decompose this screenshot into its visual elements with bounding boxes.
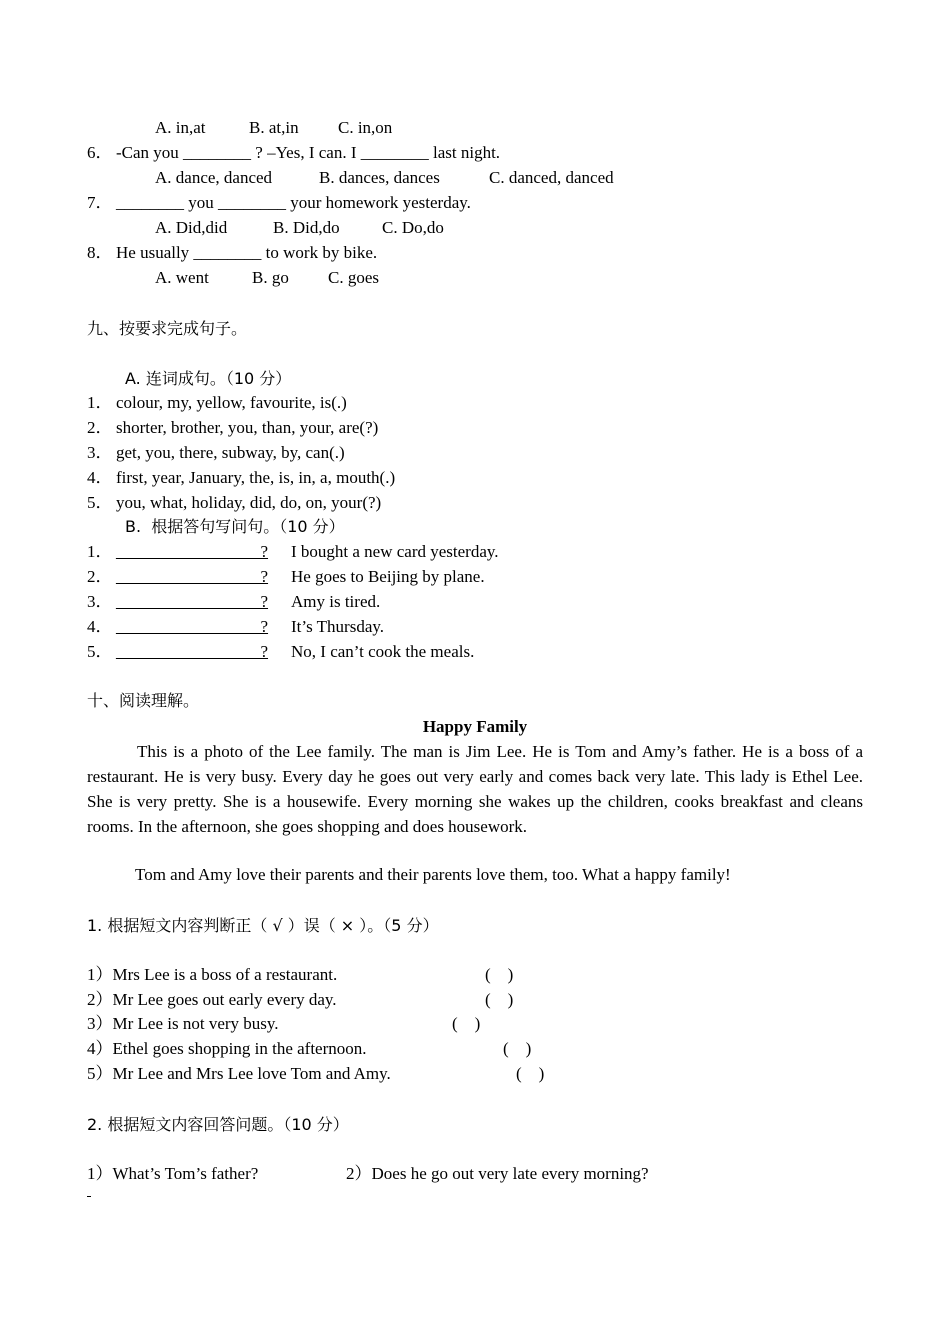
a-item-text: you, what, holiday, did, do, on, your(?) (116, 493, 382, 512)
b-item-answer: He goes to Beijing by plane. (291, 567, 485, 586)
a-item-number: 2． (87, 418, 113, 437)
q6-number: 6． (87, 143, 113, 162)
tf-item-text: 5）Mr Lee and Mrs Lee love Tom and Amy. (87, 1064, 391, 1083)
tf-answer-paren[interactable]: ( ) (485, 990, 514, 1009)
b-item-number: 2． (87, 567, 113, 586)
q5-option-c: C. in,on (338, 118, 393, 137)
b-item-blank[interactable]: _________________? (116, 642, 269, 661)
q8-option-b: B. go (252, 268, 289, 287)
answer-line-mark (87, 1196, 91, 1197)
task1-heading: 1. 根据短文内容判断正（ √ ）误（ × ）。（5 分） (87, 916, 439, 935)
passage-title: Happy Family (422, 717, 528, 736)
b-item-number: 5． (87, 642, 113, 661)
q8-option-a: A. went (155, 268, 209, 287)
b-item-blank[interactable]: _________________? (116, 567, 269, 586)
b-item-blank[interactable]: _________________? (116, 617, 269, 636)
tf-answer-paren[interactable]: ( ) (516, 1064, 545, 1083)
q6-text: -Can you ________ ? –Yes, I can. I ________ last night. (116, 143, 501, 162)
q5-option-a: A. in,at (155, 118, 206, 137)
a-item-text: get, you, there, subway, by, can(.) (116, 443, 345, 462)
b-item-number: 1． (87, 542, 113, 561)
tf-item-text: 1）Mrs Lee is a boss of a restaurant. (87, 965, 338, 984)
a-item-text: shorter, brother, you, than, your, are(?) (116, 418, 379, 437)
passage-paragraph-1: This is a photo of the Lee family. The man is Jim Lee. He is Tom and Amy’s father. He is a boss of a restaurant. He is very busy. Every day he goes out very early and comes back very late. This lady is Ethel Lee. She is very pretty. She is a housewife. Every morning she wakes up the children, cooks breakfast and cleans rooms. In the afternoon, she goes shopping and does housework. (87, 742, 863, 836)
b-item-answer: I bought a new card yesterday. (291, 542, 499, 561)
a-item-number: 5． (87, 493, 113, 512)
section9-part-b: B. 根据答句写问句。（10 分） (125, 517, 345, 536)
b-item-blank[interactable]: _________________? (116, 592, 269, 611)
q8-number: 8． (87, 243, 113, 262)
qa-question-1: 1）What’s Tom’s father? (87, 1164, 259, 1183)
q5-option-b: B. at,in (249, 118, 299, 137)
b-item-answer: It’s Thursday. (291, 617, 385, 636)
a-item-number: 1． (87, 393, 113, 412)
a-item-text: colour, my, yellow, favourite, is(.) (116, 393, 347, 412)
tf-answer-paren[interactable]: ( ) (452, 1014, 481, 1033)
a-item-text: first, year, January, the, is, in, a, mouth(.) (116, 468, 396, 487)
q6-option-b: B. dances, dances (319, 168, 440, 187)
b-item-blank[interactable]: _________________? (116, 542, 269, 561)
b-item-number: 3． (87, 592, 113, 611)
tf-item-text: 2）Mr Lee goes out early every day. (87, 990, 337, 1009)
tf-answer-paren[interactable]: ( ) (503, 1039, 532, 1058)
a-item-number: 4． (87, 468, 113, 487)
q8-option-c: C. goes (328, 268, 379, 287)
q7-option-b: B. Did,do (273, 218, 340, 237)
q7-option-c: C. Do,do (382, 218, 444, 237)
b-item-answer: No, I can’t cook the meals. (291, 642, 475, 661)
q7-number: 7． (87, 193, 113, 212)
a-item-number: 3． (87, 443, 113, 462)
tf-item-text: 4）Ethel goes shopping in the afternoon. (87, 1039, 367, 1058)
b-item-answer: Amy is tired. (291, 592, 381, 611)
section9-part-a: A. 连词成句。（10 分） (125, 369, 292, 388)
q6-option-a: A. dance, danced (155, 168, 273, 187)
passage-paragraph-2: Tom and Amy love their parents and their parents love them, too. What a happy family! (135, 865, 731, 884)
section10-title: 十、阅读理解。 (87, 691, 200, 710)
q8-text: He usually ________ to work by bike. (116, 243, 378, 262)
qa-question-2: 2）Does he go out very late every morning? (346, 1164, 649, 1183)
tf-answer-paren[interactable]: ( ) (485, 965, 514, 984)
tf-item-text: 3）Mr Lee is not very busy. (87, 1014, 279, 1033)
q7-option-a: A. Did,did (155, 218, 228, 237)
q6-option-c: C. danced, danced (489, 168, 614, 187)
b-item-number: 4． (87, 617, 113, 636)
task2-heading: 2. 根据短文内容回答问题。（10 分） (87, 1115, 349, 1134)
section9-title: 九、按要求完成句子。 (87, 319, 248, 338)
q7-text: ________ you ________ your homework yesterday. (116, 193, 471, 212)
